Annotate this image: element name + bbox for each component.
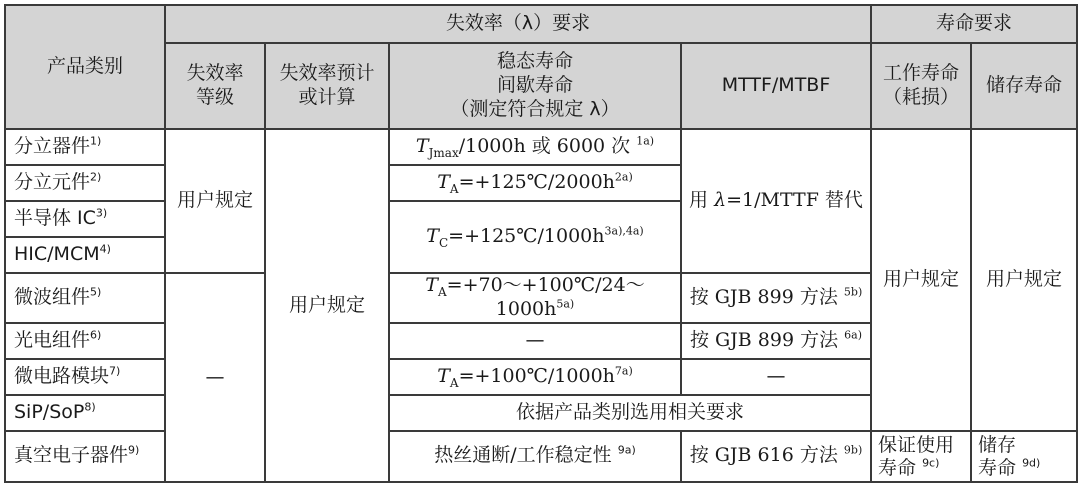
storage-user-cell: 用户规定 xyxy=(971,129,1077,431)
level-dash-cell: — xyxy=(165,273,265,482)
header-failure-rate-group: 失效率（λ）要求 xyxy=(165,5,871,43)
row-category-7: 微电路模块$^{7)}$ xyxy=(5,359,165,395)
mttf-6-cell: 按 GJB 899 方法 $^{6a)}$ xyxy=(681,323,871,359)
sip-requirement-cell: 依据产品类别选用相关要求 xyxy=(389,395,871,431)
mttf-9-cell: 按 GJB 616 方法 $^{9b)}$ xyxy=(681,431,871,483)
header-mttf: MTTF/MTBF xyxy=(681,43,871,129)
row-category-3: 半导体 IC$^{3)}$ xyxy=(5,201,165,237)
steady-4-cell: $T_A=+70\sim+100℃/24\sim 1000h^{5a)}$ xyxy=(389,273,681,323)
mttf-5-cell: 按 GJB 899 方法 $^{5b)}$ xyxy=(681,273,871,323)
steady-3-cell: $T_C=+125℃/1000h^{3a),4a)}$ xyxy=(389,201,681,273)
header-failure-rate-predict: 失效率预计 或计算 xyxy=(265,43,389,129)
header-storage-life: 储存寿命 xyxy=(971,43,1077,129)
header-steady-life: 稳态寿命 间歇寿命 （测定符合规定 λ） xyxy=(389,43,681,129)
predict-user-cell: 用户规定 xyxy=(265,129,389,482)
work-user-cell: 用户规定 xyxy=(871,129,971,431)
steady-9-cell: 热丝通断/工作稳定性 $^{9a)}$ xyxy=(389,431,681,483)
row-category-5: 微波组件$^{5)}$ xyxy=(5,273,165,323)
header-failure-rate-level: 失效率 等级 xyxy=(165,43,265,129)
header-work-life: 工作寿命 （耗损） xyxy=(871,43,971,129)
steady-2-cell: $T_A=+125℃/2000h^{2a)}$ xyxy=(389,165,681,201)
mttf-1-cell: 用 λ=1/MTTF 替代 xyxy=(681,129,871,273)
row-category-8: SiP/SoP$^{8)}$ xyxy=(5,395,165,431)
row-category-6: 光电组件$^{6)}$ xyxy=(5,323,165,359)
header-product-category: 产品类别 xyxy=(5,5,165,129)
header-life-group: 寿命要求 xyxy=(871,5,1077,43)
row-category-9: 真空电子器件$^{9)}$ xyxy=(5,431,165,483)
requirements-table xyxy=(4,4,1078,483)
level-user-cell: 用户规定 xyxy=(165,129,265,273)
storage-9-cell: 储存 寿命 $^{9d)}$ xyxy=(971,431,1077,483)
work-9-cell: 保证使用 寿命 $^{9c)}$ xyxy=(871,431,971,483)
mttf-7-cell: — xyxy=(681,359,871,395)
steady-1-cell: $T_{Jmax}/1000h$ 或 6000 次 $^{1a)}$ xyxy=(389,129,681,165)
row-category-2: 分立元件$^{2)}$ xyxy=(5,165,165,201)
row-category-1: 分立器件$^{1)}$ xyxy=(5,129,165,165)
steady-6-cell: $T_A=+100℃/1000h^{7a)}$ xyxy=(389,359,681,395)
row-category-4: HIC/MCM$^{4)}$ xyxy=(5,237,165,273)
steady-5-cell: — xyxy=(389,323,681,359)
